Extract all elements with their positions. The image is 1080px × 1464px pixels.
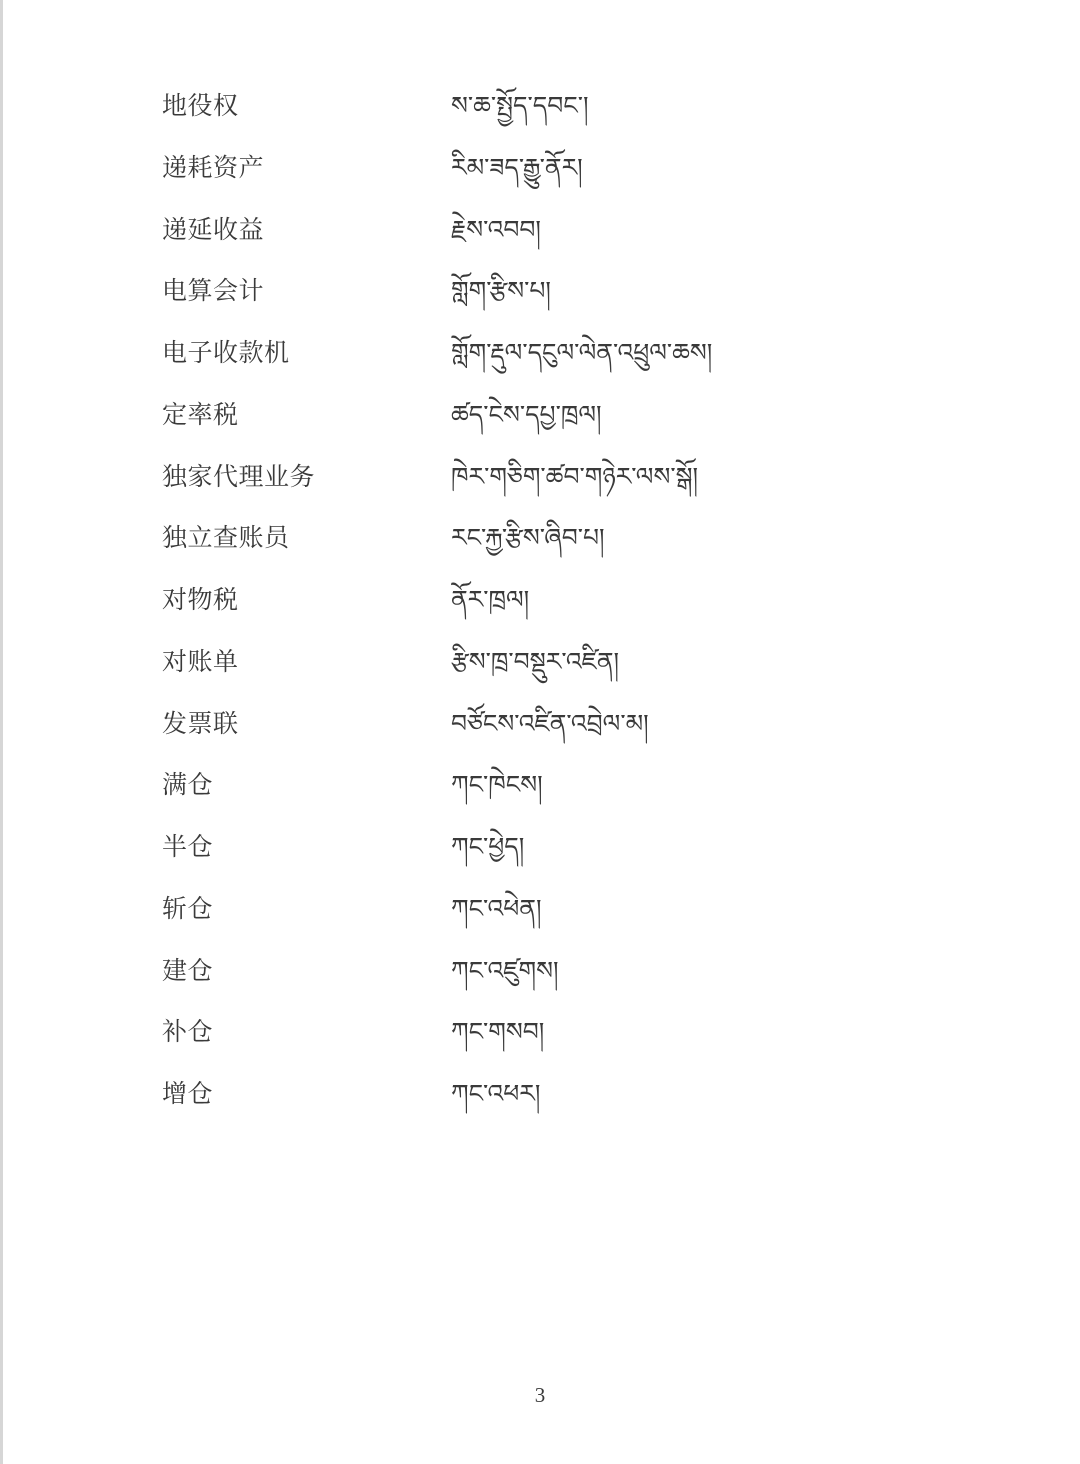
chinese-term: 对物税 (162, 585, 239, 614)
chinese-term: 定率税 (162, 399, 239, 429)
glossary-list (162, 76, 962, 1126)
chinese-term: 递耗资产 (162, 152, 265, 182)
list-item (162, 508, 962, 570)
list-item (162, 755, 962, 817)
list-item (162, 447, 962, 509)
list-item (162, 941, 962, 1003)
chinese-term: 递延收益 (162, 214, 265, 244)
tibetan-term: གློག་རྡུལ་དངུལ་ལེན་འཕྲུལ་ཆས། (451, 338, 713, 367)
list-item (162, 694, 962, 756)
chinese-term: 增仓 (162, 1079, 214, 1108)
list-item (162, 76, 962, 138)
chinese-term: 独家代理业务 (162, 461, 316, 491)
tibetan-term: ཀང་འཕེན། (451, 893, 542, 923)
tibetan-term: ནོར་ཁྲལ། (451, 585, 530, 614)
list-item (162, 817, 962, 879)
list-item (162, 200, 962, 262)
tibetan-term: རྩིས་ཁྲ་བསྡུར་འཛིན། (451, 646, 620, 676)
tibetan-term: ཁེར་གཅིག་ཚབ་གཉེར་ལས་སྒོ། (451, 461, 699, 491)
tibetan-term: ཀང་འཛུགས། (451, 955, 559, 985)
list-item (162, 1002, 962, 1064)
list-item (162, 138, 962, 200)
chinese-term: 满仓 (162, 770, 214, 800)
list-item (162, 632, 962, 694)
list-item (162, 1064, 962, 1126)
list-item (162, 323, 962, 385)
chinese-term: 发票联 (162, 708, 239, 738)
list-item (162, 879, 962, 941)
chinese-term: 电算会计 (162, 276, 265, 306)
page-number: 3 (534, 1383, 546, 1407)
chinese-term: 半仓 (162, 832, 214, 861)
chinese-term: 补仓 (162, 1017, 214, 1047)
tibetan-term: ས་ཆ་སྤྱོད་དབང་། (451, 91, 589, 120)
chinese-term: 电子收款机 (162, 338, 290, 367)
chinese-term: 独立查账员 (162, 523, 290, 553)
tibetan-term: གློག་རྩིས་པ། (451, 276, 551, 306)
tibetan-term: ཚད་ངེས་དཔྱ་ཁྲལ། (451, 399, 602, 429)
chinese-term: 建仓 (162, 955, 214, 985)
chinese-term: 对账单 (162, 646, 239, 676)
list-item (162, 570, 962, 632)
chinese-term: 地役权 (162, 91, 239, 120)
tibetan-term: ཀང་ཕྱེད། (451, 832, 525, 861)
list-item (162, 385, 962, 447)
tibetan-term: རང་རྐྱ་རྩིས་ཞིབ་པ། (451, 523, 605, 553)
tibetan-term: ཀང་ཁེངས། (451, 770, 543, 800)
chinese-term: 斩仓 (162, 893, 214, 923)
tibetan-term: ཀང་འཕར། (451, 1079, 541, 1108)
tibetan-term: རིམ་ཟད་རྒྱུ་ནོར། (451, 152, 583, 182)
page-edge (0, 0, 3, 1464)
tibetan-term: ཀང་གསབ། (451, 1017, 545, 1047)
tibetan-term: བཙོངས་འཛིན་འབྲེལ་མ། (451, 708, 649, 738)
list-item (162, 261, 962, 323)
tibetan-term: རྗེས་འབབ། (451, 214, 541, 244)
